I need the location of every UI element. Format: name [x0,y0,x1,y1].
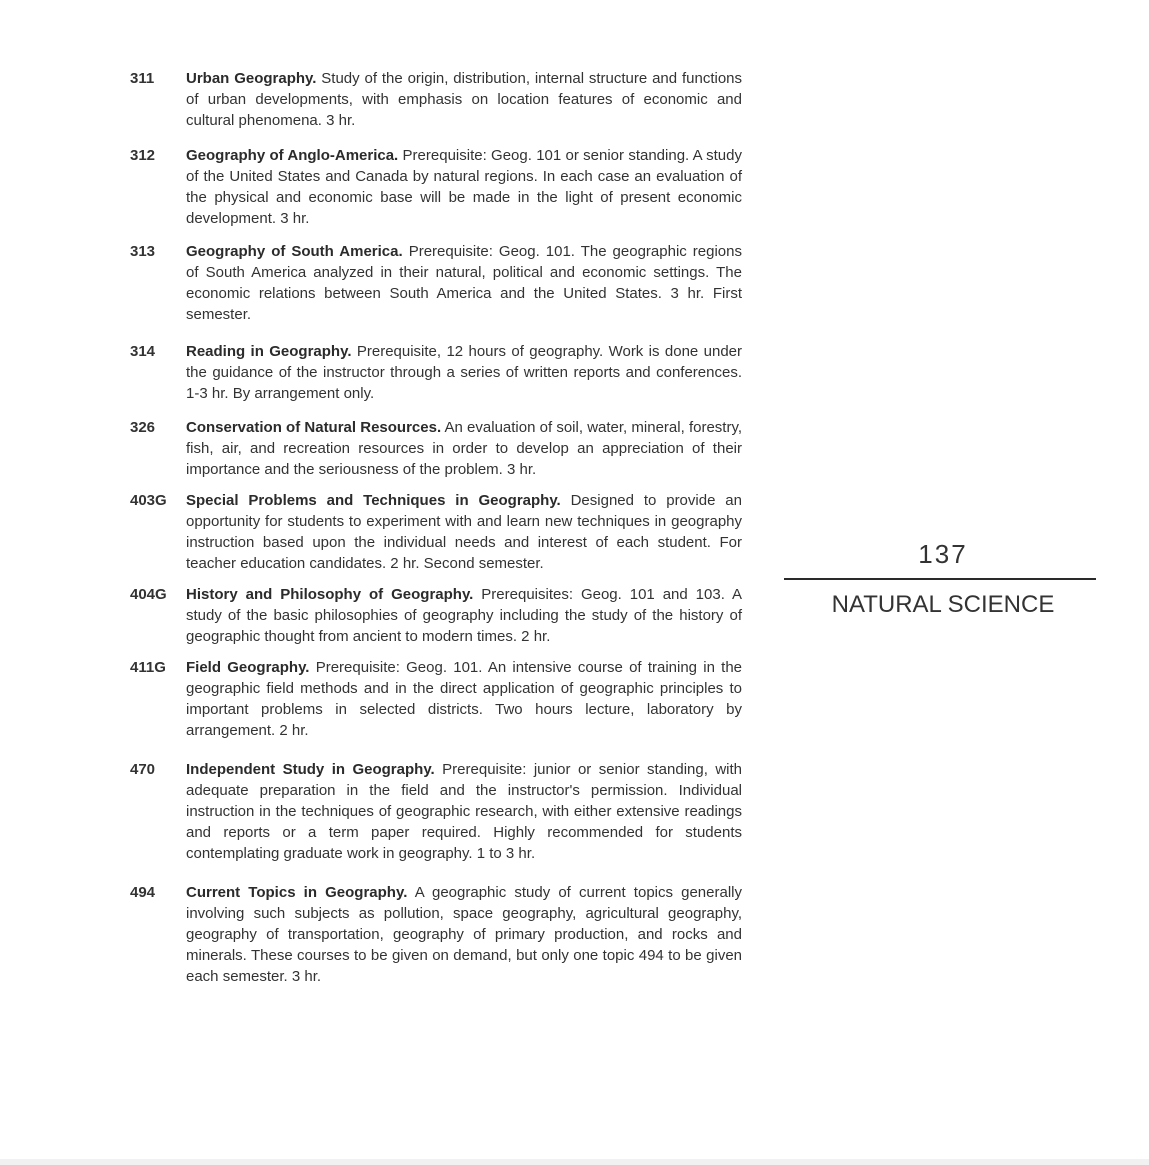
course-text: Prerequisite: Geog. 101. The geographic regions of South America analyzed in their natural, political and economic settings. The economic relations between South America and the United States. 3 hr. First semester. [186,243,742,323]
course-number: 411G [130,659,166,676]
course-text: An evaluation of soil, water, mineral, forestry, fish, air, and recreation resources in order to develop an appreciation of their importance and the seriousness of the problem. 3 hr. [186,419,743,478]
course-description [186,145,742,229]
course-description [186,657,742,741]
course-description [186,490,742,574]
course-description [186,759,742,864]
course-entry [130,417,742,480]
course-title: Conservation of Natural Resources. [186,419,442,436]
course-number: 494 [130,884,156,901]
course-description [186,68,742,131]
course-description [186,241,742,325]
course-number: 403G [130,492,167,509]
course-title: Geography of Anglo-America. [186,147,399,164]
course-title: Field Geography. [186,659,310,676]
page-sidebar [784,538,1096,620]
section-title: NATURAL SCIENCE [831,591,1055,618]
course-title: History and Philosophy of Geography. [186,586,474,603]
course-entry [130,882,742,987]
course-title: Urban Geography. [186,70,317,87]
course-entry [130,145,742,229]
course-text: Study of the origin, distribution, internal structure and functions of urban developments, with emphasis on location features of economic and cultural phenomena. 3 hr. [186,70,743,129]
course-description [186,584,742,647]
course-text: Prerequisites: Geog. 101 and 103. A study of the basic philosophies of geography including the study of the history of geographic thought from ancient to modern times. 2 hr. [186,586,742,645]
course-number: 311 [130,70,155,87]
course-description [186,882,742,987]
page-number: 137 [918,539,968,569]
course-description [186,341,742,404]
course-list [130,68,742,987]
course-title: Geography of South America. [186,243,403,260]
course-title: Independent Study in Geography. [186,761,435,778]
course-text: Prerequisite: Geog. 101. An intensive course of training in the geographic field methods and in the direct application of geographic principles to important problems in selected districts. Two hours lecture, laboratory by arrangement. 2 hr. [186,659,742,739]
course-entry [130,490,742,574]
course-text: A geographic study of current topics generally involving such subjects as pollution, space geography, agricultural geography, geography of transportation, geography of primary production, and rocks and minerals. These courses to be given on demand, but only one topic 494 to be given each semester. 3 hr. [186,884,742,985]
course-entry [130,584,742,647]
section-divider [784,578,1096,580]
course-number: 314 [130,343,156,360]
course-entry [130,341,742,404]
course-number: 470 [130,761,156,778]
course-entry [130,68,742,131]
course-entry [130,759,742,864]
course-entry [130,241,742,325]
course-entry [130,657,742,741]
course-title: Current Topics in Geography. [186,884,408,901]
course-text: Designed to provide an opportunity for students to experiment with and learn new techniques in geography instruction based upon the individual needs and interest of each student. For teacher education candidates. 2 hr. Second semester. [186,492,742,572]
course-text: Prerequisite: junior or senior standing, with adequate preparation in the field and the instructor's permission. Individual instruction in the techniques of geographic research, with either extensive readings and reports or a term paper required. Highly recommended for students contemplating graduate work in geography. 1 to 3 hr. [186,761,743,862]
course-description [186,417,742,480]
course-title: Special Problems and Techniques in Geography. [186,492,561,509]
course-number: 312 [130,147,156,164]
course-number: 326 [130,419,156,436]
course-text: Prerequisite: Geog. 101 or senior standing. A study of the United States and Canada by natural regions. In each case an evaluation of the physical and economic base will be made in the light of present economic development. 3 hr. [186,147,742,227]
course-number: 404G [130,586,167,603]
course-text: Prerequisite, 12 hours of geography. Work is done under the guidance of the instructor through a series of written reports and conferences. 1-3 hr. By arrangement only. [186,343,742,402]
page-bottom-edge [0,1159,1149,1165]
course-title: Reading in Geography. [186,343,352,360]
course-number: 313 [130,243,156,260]
